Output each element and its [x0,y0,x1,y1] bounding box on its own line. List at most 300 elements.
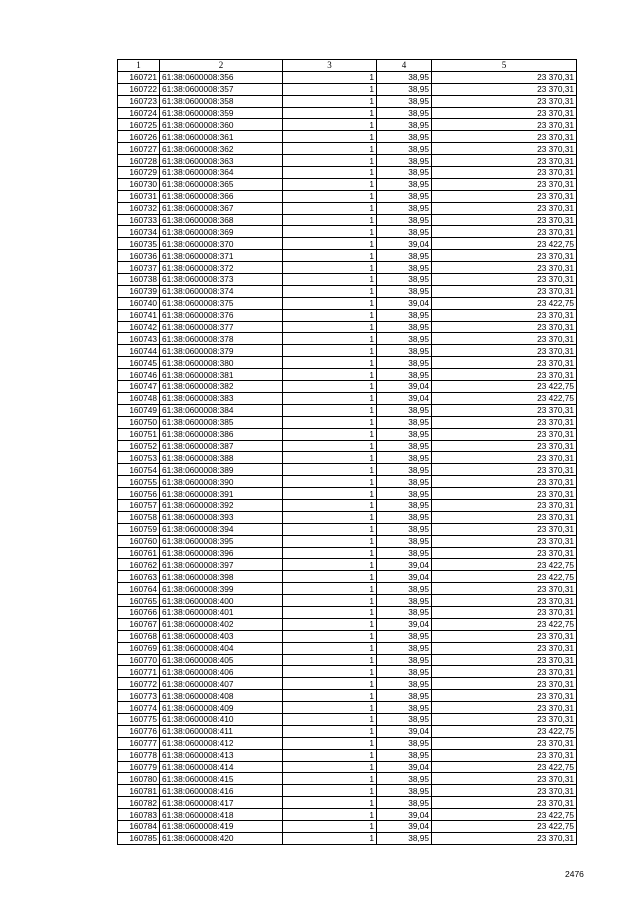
header-row [118,60,577,72]
cadastral-number-cell: 61:38:0600008:362 [160,143,283,155]
area-cell: 38,95 [377,678,432,690]
table-row [118,499,577,511]
quantity-cell: 1 [283,547,377,559]
table-row [118,642,577,654]
area-cell: 38,95 [377,464,432,476]
quantity-cell: 1 [283,143,377,155]
area-cell: 38,95 [377,488,432,500]
quantity-cell: 1 [283,571,377,583]
table-row [118,381,577,393]
value-cell: 23 370,31 [432,167,577,179]
cadastral-number-cell: 61:38:0600008:389 [160,464,283,476]
quantity-cell: 1 [283,214,377,226]
table-row [118,107,577,119]
quantity-cell: 1 [283,761,377,773]
cadastral-number-cell: 61:38:0600008:402 [160,618,283,630]
table-row [118,262,577,274]
quantity-cell: 1 [283,404,377,416]
row-number-cell: 160722 [118,83,160,95]
cadastral-number-cell: 61:38:0600008:377 [160,321,283,333]
table-body [118,71,577,844]
value-cell: 23 370,31 [432,713,577,725]
row-number-cell: 160741 [118,309,160,321]
area-cell: 39,04 [377,559,432,571]
cadastral-number-cell: 61:38:0600008:386 [160,428,283,440]
quantity-cell: 1 [283,178,377,190]
quantity-cell: 1 [283,369,377,381]
cadastral-number-cell: 61:38:0600008:375 [160,297,283,309]
quantity-cell: 1 [283,428,377,440]
row-number-cell: 160752 [118,440,160,452]
row-number-cell: 160729 [118,167,160,179]
row-number-cell: 160754 [118,464,160,476]
table-row [118,452,577,464]
quantity-cell: 1 [283,749,377,761]
table-row [118,523,577,535]
column-header-3: 3 [283,60,377,72]
cadastral-number-cell: 61:38:0600008:378 [160,333,283,345]
table-row [118,595,577,607]
table-row [118,464,577,476]
area-cell: 38,95 [377,583,432,595]
cadastral-number-cell: 61:38:0600008:414 [160,761,283,773]
area-cell: 39,04 [377,809,432,821]
row-number-cell: 160742 [118,321,160,333]
value-cell: 23 370,31 [432,523,577,535]
table-row [118,440,577,452]
area-cell: 38,95 [377,713,432,725]
area-cell: 38,95 [377,309,432,321]
area-cell: 38,95 [377,666,432,678]
value-cell: 23 370,31 [432,262,577,274]
cadastral-number-cell: 61:38:0600008:369 [160,226,283,238]
quantity-cell: 1 [283,606,377,618]
cadastral-number-cell: 61:38:0600008:376 [160,309,283,321]
cadastral-number-cell: 61:38:0600008:401 [160,606,283,618]
value-cell: 23 422,75 [432,571,577,583]
cadastral-number-cell: 61:38:0600008:367 [160,202,283,214]
row-number-cell: 160768 [118,630,160,642]
area-cell: 38,95 [377,737,432,749]
cadastral-number-cell: 61:38:0600008:400 [160,595,283,607]
area-cell: 38,95 [377,702,432,714]
table-row [118,725,577,737]
quantity-cell: 1 [283,285,377,297]
value-cell: 23 370,31 [432,654,577,666]
table-row [118,749,577,761]
table-row [118,713,577,725]
quantity-cell: 1 [283,357,377,369]
cadastral-number-cell: 61:38:0600008:366 [160,190,283,202]
table-row [118,606,577,618]
row-number-cell: 160723 [118,95,160,107]
area-cell: 38,95 [377,595,432,607]
cadastral-number-cell: 61:38:0600008:412 [160,737,283,749]
table-row [118,71,577,83]
value-cell: 23 370,31 [432,511,577,523]
row-number-cell: 160775 [118,713,160,725]
cadastral-number-cell: 61:38:0600008:372 [160,262,283,274]
cadastral-number-cell: 61:38:0600008:395 [160,535,283,547]
row-number-cell: 160770 [118,654,160,666]
value-cell: 23 422,75 [432,392,577,404]
table-row [118,297,577,309]
value-cell: 23 370,31 [432,488,577,500]
area-cell: 38,95 [377,83,432,95]
quantity-cell: 1 [283,488,377,500]
row-number-cell: 160764 [118,583,160,595]
value-cell: 23 370,31 [432,440,577,452]
value-cell: 23 370,31 [432,321,577,333]
row-number-cell: 160783 [118,809,160,821]
row-number-cell: 160776 [118,725,160,737]
table-row [118,202,577,214]
table-row [118,583,577,595]
area-cell: 38,95 [377,690,432,702]
quantity-cell: 1 [283,499,377,511]
cadastral-number-cell: 61:38:0600008:383 [160,392,283,404]
value-cell: 23 370,31 [432,369,577,381]
table-row [118,832,577,844]
quantity-cell: 1 [283,381,377,393]
quantity-cell: 1 [283,595,377,607]
quantity-cell: 1 [283,702,377,714]
quantity-cell: 1 [283,119,377,131]
table-row [118,369,577,381]
area-cell: 38,95 [377,404,432,416]
cadastral-number-cell: 61:38:0600008:373 [160,274,283,286]
row-number-cell: 160753 [118,452,160,464]
row-number-cell: 160745 [118,357,160,369]
value-cell: 23 370,31 [432,155,577,167]
quantity-cell: 1 [283,190,377,202]
cadastral-number-cell: 61:38:0600008:411 [160,725,283,737]
row-number-cell: 160759 [118,523,160,535]
table-row [118,737,577,749]
row-number-cell: 160738 [118,274,160,286]
value-cell: 23 370,31 [432,499,577,511]
value-cell: 23 370,31 [432,143,577,155]
table-row [118,678,577,690]
row-number-cell: 160746 [118,369,160,381]
row-number-cell: 160771 [118,666,160,678]
table-row [118,143,577,155]
cadastral-number-cell: 61:38:0600008:374 [160,285,283,297]
table-row [118,630,577,642]
value-cell: 23 370,31 [432,345,577,357]
table-row [118,190,577,202]
row-number-cell: 160766 [118,606,160,618]
row-number-cell: 160782 [118,797,160,809]
area-cell: 39,04 [377,761,432,773]
cadastral-number-cell: 61:38:0600008:391 [160,488,283,500]
area-cell: 38,95 [377,131,432,143]
value-cell: 23 370,31 [432,131,577,143]
row-number-cell: 160744 [118,345,160,357]
table-row [118,702,577,714]
area-cell: 38,95 [377,428,432,440]
row-number-cell: 160779 [118,761,160,773]
area-cell: 38,95 [377,357,432,369]
value-cell: 23 422,75 [432,238,577,250]
cadastral-number-cell: 61:38:0600008:382 [160,381,283,393]
column-header-4: 4 [377,60,432,72]
row-number-cell: 160780 [118,773,160,785]
table-row [118,238,577,250]
row-number-cell: 160749 [118,404,160,416]
cadastral-number-cell: 61:38:0600008:415 [160,773,283,785]
area-cell: 38,95 [377,143,432,155]
area-cell: 38,95 [377,630,432,642]
area-cell: 38,95 [377,369,432,381]
quantity-cell: 1 [283,250,377,262]
page-number: 2476 [565,869,584,879]
table-row [118,535,577,547]
cadastral-number-cell: 61:38:0600008:379 [160,345,283,357]
table-row [118,250,577,262]
table-row [118,428,577,440]
area-cell: 38,95 [377,785,432,797]
cadastral-number-cell: 61:38:0600008:417 [160,797,283,809]
value-cell: 23 370,31 [432,785,577,797]
row-number-cell: 160730 [118,178,160,190]
value-cell: 23 422,75 [432,618,577,630]
area-cell: 38,95 [377,523,432,535]
area-cell: 38,95 [377,155,432,167]
table-row [118,618,577,630]
row-number-cell: 160769 [118,642,160,654]
quantity-cell: 1 [283,654,377,666]
area-cell: 38,95 [377,416,432,428]
table-row [118,785,577,797]
value-cell: 23 370,31 [432,452,577,464]
row-number-cell: 160731 [118,190,160,202]
table-row [118,155,577,167]
quantity-cell: 1 [283,725,377,737]
table-row [118,547,577,559]
area-cell: 38,95 [377,274,432,286]
quantity-cell: 1 [283,95,377,107]
value-cell: 23 370,31 [432,214,577,226]
value-cell: 23 370,31 [432,309,577,321]
value-cell: 23 370,31 [432,832,577,844]
table-row [118,476,577,488]
cadastral-number-cell: 61:38:0600008:419 [160,821,283,833]
quantity-cell: 1 [283,809,377,821]
row-number-cell: 160773 [118,690,160,702]
value-cell: 23 370,31 [432,274,577,286]
quantity-cell: 1 [283,155,377,167]
cadastral-number-cell: 61:38:0600008:387 [160,440,283,452]
table-row [118,809,577,821]
value-cell: 23 370,31 [432,702,577,714]
value-cell: 23 422,75 [432,809,577,821]
quantity-cell: 1 [283,511,377,523]
area-cell: 38,95 [377,107,432,119]
row-number-cell: 160732 [118,202,160,214]
table-row [118,119,577,131]
row-number-cell: 160762 [118,559,160,571]
row-number-cell: 160747 [118,381,160,393]
area-cell: 38,95 [377,440,432,452]
area-cell: 38,95 [377,178,432,190]
value-cell: 23 370,31 [432,107,577,119]
cadastral-number-cell: 61:38:0600008:398 [160,571,283,583]
cadastral-number-cell: 61:38:0600008:359 [160,107,283,119]
row-number-cell: 160755 [118,476,160,488]
cadastral-number-cell: 61:38:0600008:413 [160,749,283,761]
row-number-cell: 160750 [118,416,160,428]
table-row [118,83,577,95]
value-cell: 23 370,31 [432,642,577,654]
area-cell: 38,95 [377,832,432,844]
row-number-cell: 160758 [118,511,160,523]
cadastral-number-cell: 61:38:0600008:393 [160,511,283,523]
table-row [118,274,577,286]
table-row [118,404,577,416]
cadastral-number-cell: 61:38:0600008:363 [160,155,283,167]
area-cell: 38,95 [377,642,432,654]
value-cell: 23 370,31 [432,285,577,297]
quantity-cell: 1 [283,238,377,250]
table-row [118,285,577,297]
quantity-cell: 1 [283,345,377,357]
cadastral-number-cell: 61:38:0600008:396 [160,547,283,559]
quantity-cell: 1 [283,737,377,749]
column-header-5: 5 [432,60,577,72]
area-cell: 38,95 [377,71,432,83]
row-number-cell: 160757 [118,499,160,511]
quantity-cell: 1 [283,202,377,214]
cadastral-number-cell: 61:38:0600008:410 [160,713,283,725]
quantity-cell: 1 [283,226,377,238]
value-cell: 23 422,75 [432,821,577,833]
quantity-cell: 1 [283,262,377,274]
area-cell: 38,95 [377,285,432,297]
value-cell: 23 370,31 [432,583,577,595]
quantity-cell: 1 [283,107,377,119]
value-cell: 23 370,31 [432,226,577,238]
area-cell: 38,95 [377,167,432,179]
table-row [118,392,577,404]
table-row [118,214,577,226]
table-row [118,559,577,571]
row-number-cell: 160740 [118,297,160,309]
area-cell: 38,95 [377,262,432,274]
row-number-cell: 160785 [118,832,160,844]
row-number-cell: 160763 [118,571,160,583]
value-cell: 23 370,31 [432,83,577,95]
value-cell: 23 370,31 [432,666,577,678]
value-cell: 23 370,31 [432,190,577,202]
row-number-cell: 160727 [118,143,160,155]
cadastral-number-cell: 61:38:0600008:388 [160,452,283,464]
quantity-cell: 1 [283,297,377,309]
cadastral-number-cell: 61:38:0600008:356 [160,71,283,83]
table-row [118,178,577,190]
cadastral-number-cell: 61:38:0600008:368 [160,214,283,226]
area-cell: 39,04 [377,297,432,309]
row-number-cell: 160721 [118,71,160,83]
area-cell: 38,95 [377,202,432,214]
area-cell: 38,95 [377,250,432,262]
table-row [118,95,577,107]
cadastral-number-cell: 61:38:0600008:381 [160,369,283,381]
quantity-cell: 1 [283,630,377,642]
value-cell: 23 370,31 [432,737,577,749]
area-cell: 39,04 [377,381,432,393]
quantity-cell: 1 [283,535,377,547]
cadastral-number-cell: 61:38:0600008:405 [160,654,283,666]
value-cell: 23 370,31 [432,773,577,785]
table-row [118,357,577,369]
quantity-cell: 1 [283,690,377,702]
area-cell: 38,95 [377,476,432,488]
cadastral-number-cell: 61:38:0600008:371 [160,250,283,262]
cadastral-number-cell: 61:38:0600008:360 [160,119,283,131]
quantity-cell: 1 [283,167,377,179]
area-cell: 38,95 [377,119,432,131]
cadastral-number-cell: 61:38:0600008:394 [160,523,283,535]
table-row [118,416,577,428]
area-cell: 38,95 [377,773,432,785]
cadastral-number-cell: 61:38:0600008:406 [160,666,283,678]
quantity-cell: 1 [283,309,377,321]
cadastral-number-cell: 61:38:0600008:358 [160,95,283,107]
quantity-cell: 1 [283,785,377,797]
value-cell: 23 370,31 [432,464,577,476]
quantity-cell: 1 [283,713,377,725]
table-row [118,321,577,333]
cadastral-number-cell: 61:38:0600008:380 [160,357,283,369]
area-cell: 38,95 [377,95,432,107]
area-cell: 38,95 [377,214,432,226]
cadastral-number-cell: 61:38:0600008:409 [160,702,283,714]
table-row [118,167,577,179]
table-row [118,797,577,809]
value-cell: 23 370,31 [432,250,577,262]
value-cell: 23 370,31 [432,678,577,690]
row-number-cell: 160760 [118,535,160,547]
value-cell: 23 422,75 [432,559,577,571]
column-header-1: 1 [118,60,160,72]
row-number-cell: 160724 [118,107,160,119]
row-number-cell: 160751 [118,428,160,440]
area-cell: 38,95 [377,452,432,464]
table-row [118,511,577,523]
area-cell: 38,95 [377,797,432,809]
quantity-cell: 1 [283,523,377,535]
value-cell: 23 370,31 [432,476,577,488]
quantity-cell: 1 [283,559,377,571]
quantity-cell: 1 [283,452,377,464]
value-cell: 23 370,31 [432,547,577,559]
cadastral-number-cell: 61:38:0600008:385 [160,416,283,428]
table-row [118,131,577,143]
cadastral-number-cell: 61:38:0600008:365 [160,178,283,190]
row-number-cell: 160725 [118,119,160,131]
value-cell: 23 370,31 [432,71,577,83]
quantity-cell: 1 [283,832,377,844]
cadastral-number-cell: 61:38:0600008:403 [160,630,283,642]
data-table [117,59,577,845]
value-cell: 23 370,31 [432,119,577,131]
row-number-cell: 160736 [118,250,160,262]
quantity-cell: 1 [283,797,377,809]
quantity-cell: 1 [283,71,377,83]
cadastral-number-cell: 61:38:0600008:392 [160,499,283,511]
row-number-cell: 160781 [118,785,160,797]
